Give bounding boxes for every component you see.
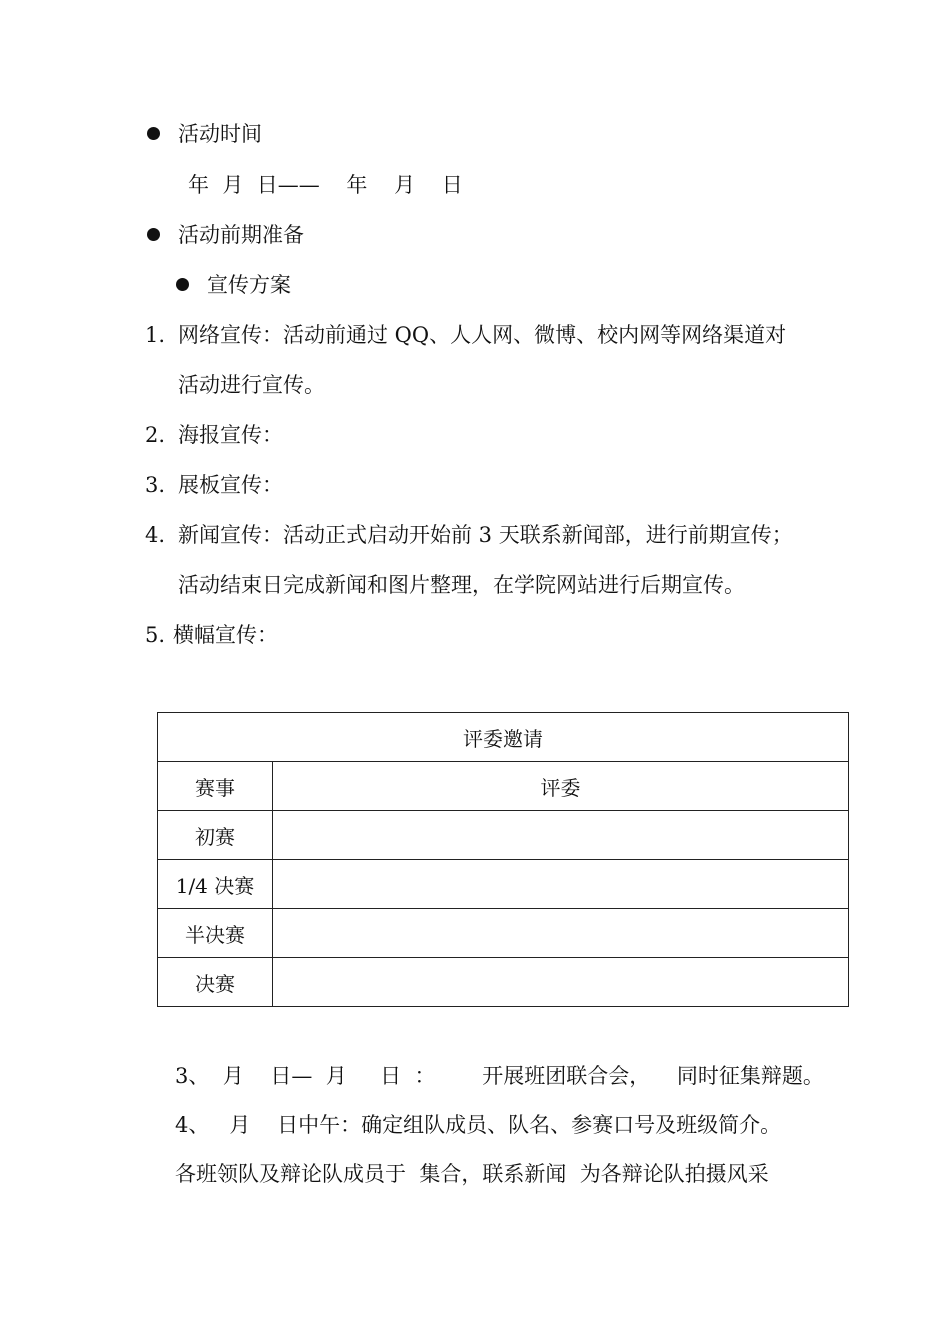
list-item-number: 3. — [145, 473, 166, 497]
judge-cell — [273, 958, 849, 1007]
judge-cell — [273, 860, 849, 909]
list-item-number: 5. — [145, 623, 166, 647]
schedule-line-4: 4、 月 日中午：确定组队成员、队名、参赛口号及班级简介。 — [175, 1113, 782, 1137]
list-item: 网络宣传：活动前通过 QQ、人人网、微博、校内网等网络渠道对 — [178, 323, 787, 347]
bullet-icon — [147, 228, 160, 241]
bullet-icon — [147, 127, 160, 140]
judge-cell — [273, 811, 849, 860]
table-row — [158, 909, 849, 958]
table-row — [158, 811, 849, 860]
list-item-number: 1. — [145, 323, 166, 347]
list-item: 新闻宣传：活动正式启动开始前 3 天联系新闻部，进行前期宣传； — [178, 523, 793, 547]
activity-time-heading: 活动时间 — [178, 122, 262, 146]
judge-cell — [273, 909, 849, 958]
schedule-line-5: 各班领队及辩论队成员于 集合，联系新闻 为各辩论队拍摄风采 — [175, 1162, 769, 1186]
list-item-number: 4. — [145, 523, 166, 547]
activity-date-range: 年 月 日—— 年 月 日 — [188, 173, 463, 197]
table-title: 评委邀请 — [158, 713, 849, 762]
column-header-judge: 评委 — [273, 762, 849, 811]
table-row — [158, 958, 849, 1007]
column-header-stage: 赛事 — [158, 762, 273, 811]
list-item-number: 2. — [145, 423, 166, 447]
stage-cell: 1/4 决赛 — [158, 860, 273, 909]
list-item: 横幅宣传： — [173, 623, 278, 647]
bullet-icon — [176, 278, 189, 291]
judges-table — [157, 712, 849, 1007]
list-item-continuation: 活动进行宣传。 — [178, 373, 325, 397]
table-row — [158, 860, 849, 909]
stage-cell: 决赛 — [158, 958, 273, 1007]
list-item-continuation: 活动结束日完成新闻和图片整理，在学院网站进行后期宣传。 — [178, 573, 745, 597]
schedule-line-3: 3、 月 日— 月 日 ： 开展班团联合会， 同时征集辩题。 — [175, 1064, 824, 1088]
prep-heading: 活动前期准备 — [178, 223, 304, 247]
stage-cell: 初赛 — [158, 811, 273, 860]
stage-cell: 半决赛 — [158, 909, 273, 958]
promo-plan-heading: 宣传方案 — [207, 273, 291, 297]
list-item: 海报宣传： — [178, 423, 283, 447]
list-item: 展板宣传： — [178, 473, 283, 497]
